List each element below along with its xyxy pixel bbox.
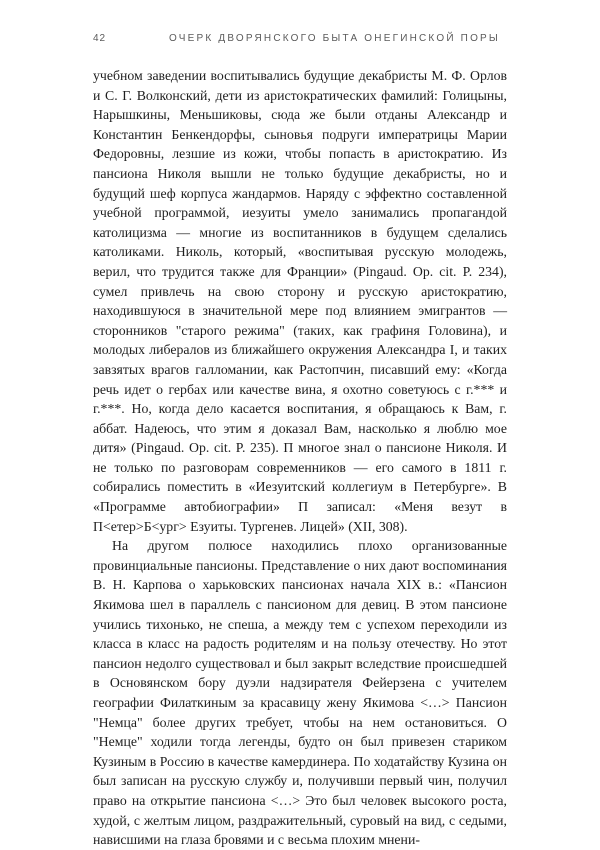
paragraph-1: учебном заведении воспитывались будущие декабристы М. Ф. Орлов и С. Г. Волконский, дети из аристократических фамилий: Голицыны, Нарышкины, Меньшиковы, сюда же были отданы Александр и Константин Бенкендорфы, сыновья подруги императрицы Марии Федоровны, лезшие из кожи, чтобы попасть в аристократию. Из пансиона Николя вышли не только будущие декабристы, но и будущий шеф корпуса жандармов. Наряду с эффектно составленной учебной программой, иезуиты умело занимались пропагандой католицизма — многие из воспитанников в будущем сделались католиками. Николь, который, «воспитывая русскую молодежь, верил, что трудится также для Франции» (Pingaud. Op. cit. P. 234), сумел привлечь на свою сторону и русскую аристократию, находившуюся в значительной мере под влиянием эмигрантов — сторонников "старого режима" (таких, как графиня Головина), и молодых либералов из ближайшего окружения Александра I, и таких завзятых врагов галломании, как Растопчин, писавший ему: «Когда речь идет о гербах или качестве вина, я охотно советуюсь с г.*** и г.***. Но, когда дело касается воспитания, я обращаюсь к Вам, г. аббат. Надеюсь, что этим я доказал Вам, насколько я люблю мое дитя» (Pingaud. Op. cit. P. 235). П многое знал о пансионе Николя. И не только по разговорам современников — его самого в 1811 г. собирались поместить в «Иезуитский коллегиум в Петербурге». В «Программе автобиографии» П записал: «Меня везут в П<етер>Б<ург> Езуиты. Тургенев. Лицей» (XII, 308). (93, 68, 507, 534)
paragraph-2: На другом полюсе находились плохо организованные провинциальные пансионы. Представление о них дают воспоминания В. Н. Карпова о харьковских пансионах начала XIX в.: «Пансион Якимова шел в параллель с пансионом для девиц. В этом пансионе учились тихонько, не спеша, а между тем с успехом переходили из класса в класс на радость родителям и на пользу отечеству. Но этот пансион недолго существовал и был закрыт вследствие происшедшей в Основянском бору дуэли надзирателя Фейерзена с учителем географии Филаткиным за красавицу жену Якимова <…> Пансион "Немца" более других требует, чтобы на нем остановиться. О "Немце" ходили тогда легенды, будто он был привезен стариком Кузиным в Россию в качестве камердинера. По ходатайству Кузина он был записан на русскую службу и, получивши первый чин, получил право на открытие пансиона <…> Это был человек высокого роста, худой, с желтым лицом, раздражительный, суровый на вид, с седыми, нависшими на глаза бровями и с весьма плохим мнени- (93, 538, 507, 848)
page-number: 42 (93, 33, 107, 44)
running-header (93, 33, 507, 47)
running-title: ОЧЕРК ДВОРЯНСКОГО БЫТА ОНЕГИНСКОЙ ПОРЫ (169, 33, 500, 44)
body-text (93, 66, 507, 850)
